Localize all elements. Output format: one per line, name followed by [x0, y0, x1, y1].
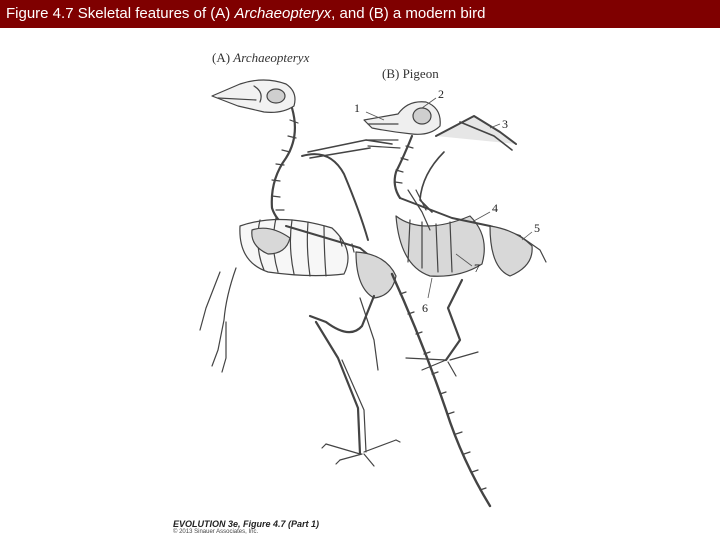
skeleton-drawing — [160, 40, 580, 520]
caption-copyright: © 2013 Sinauer Associates, Inc. — [173, 529, 259, 535]
label-a: (A) Archaeopteryx — [212, 50, 310, 65]
pigeon-skeleton — [364, 102, 546, 376]
skeleton-figure — [160, 40, 580, 520]
caption-title: EVOLUTION 3e, Figure 4.7 (Part 1) — [173, 519, 320, 529]
feature-number-4: 4 — [492, 201, 498, 215]
feature-number-1: 1 — [354, 101, 360, 115]
slide-title-italic: Archaeopteryx — [234, 5, 332, 22]
feature-number-5: 5 — [534, 221, 540, 235]
figure-caption — [173, 519, 319, 535]
feature-number-2: 2 — [438, 87, 444, 101]
feature-number-6: 6 — [422, 301, 428, 315]
slide-title-suffix: , and (B) a modern bird — [331, 5, 486, 22]
label-b: (B) Pigeon — [382, 66, 439, 81]
slide-title — [6, 5, 485, 22]
feature-number-7: 7 — [474, 261, 480, 275]
archaeopteryx-skeleton — [200, 80, 490, 506]
feature-number-3: 3 — [502, 117, 508, 131]
slide-title-bar — [0, 0, 720, 28]
slide-title-prefix: Figure 4.7 Skeletal features of (A) — [6, 5, 235, 22]
